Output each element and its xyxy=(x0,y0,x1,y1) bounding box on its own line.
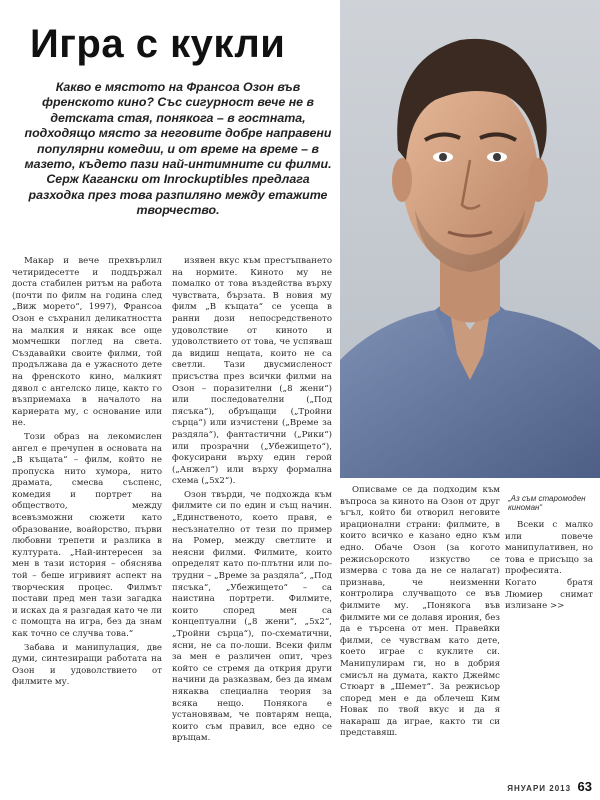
paragraph: изявен вкус към престъпването на нормите. Киното му не помалко от това въздейства върху чувствата, бързата. В новия му филм „В къщата“ се усеща в ранни дози непосредственото удоволствие от киното и удоволствието от това, че успяваш да видиш нещата, които не са светли. Тази двусмисленост присъства през всички филми на Озон – поразителни („8 жени“) или последователни („Под пясъка“), обръщащи („Тройни сърца“) или изчистени („Време за раздяла“), фантастични („Рики“) или прозрачни („Убежището“), фокусирани върху един герой („Анжел“) или върху формална схема („5x2“). xyxy=(172,256,332,487)
text-column-3 xyxy=(340,485,500,780)
article-title: Игра с кукли xyxy=(30,22,286,66)
article-lead: Какво е мястото на Франсоа Озон във френското кино? Със сигурност вече не в детската стая, понякога – в гостната, подходящо място за неговите добре направени популярни комедии, и от време на време – в мазето, където пази най-интимните си филми. Серж Каганcки от Inrockuptibles предлага разходка през това разпиляно между етажите творчество. xyxy=(24,80,332,218)
portrait-photo xyxy=(340,0,600,478)
page-footer xyxy=(507,778,592,796)
issue-month: ЯНУАРИ 2013 xyxy=(507,784,572,793)
text-column-4 xyxy=(505,520,593,782)
page-number: 63 xyxy=(577,779,592,794)
paragraph: Озон твърди, че подхожда към филмите си по един и същ начин. „Единственото, което правя, е несъзнателно от тези по пример на Ромер, между светлите и неясни филми. Филмите, които определят като по-плътни или по-трудни – „Време за раздяла“, „Под пясъка“, „Убежището“ – са наистина портрети. Филмите, които според мен са концептуални („8 жени“, „5x2“, „Тройни сърца“), по-схематични, ясни, не са по-лоши. Всеки филм за мен е различен опит, чрез който се стремя да открия други начини да разказвам, без да имам някаква специална теория за всяка нещо. Понякога е установявам, че повтарям неща, които съм правил, все едно се връщам. xyxy=(172,489,332,744)
paragraph: Всеки с малко или повече манипулативен, но това е присъщо за професията. Когато братя Люмиер снимат излизане >> xyxy=(505,520,593,612)
paragraph: Този образ на лекомислен ангел е пречупен в основата на „В къщата“ – филм, който не пропуска нито хумора, нито драмата, смесва съспенс, комедия и портрет на обществото, между всевъзможни сюжети като образование, воайорство, първи любовни трепети и разлика в културата. „Най-интересен за мен в тази история – обяснява той – беше игривият аспект на творческия процес. Филмът постави пред мен тази загадка и исках да я разгадая като че ли с помощта на игра, без да знам как точно се случва това.“ xyxy=(12,431,162,639)
text-column-2 xyxy=(172,256,332,784)
photo-caption: „Аз съм старомоден киноман“ xyxy=(508,494,586,512)
paragraph: Макар и вече прехвърлил четиридесетте и поддържал доста стабилен ритъм на работа (почти по филм на година след „Виж морето“, 1997), Франсоа Озон е съхранил деликатността на малкия и някак все още момчешки поглед на света. Създавайки своите филми, той продължава да е ужасното дете на френското кино, малкият дявол с ангелско лице, както го възприемаха в началото на кариерата му, с основание или не. xyxy=(12,256,162,429)
text-column-1 xyxy=(12,256,162,784)
paragraph: Забава и манипулация, две думи, синтезиращи работата на Озон и удоволствието от филмите му. xyxy=(12,642,162,688)
paragraph: Описваме се да подходим към въпроса за киното на Озон от друг ъгъл, който би отворил неговите ирационални страни: филмите, в които всичко е казано едно към едно. Обаче Озон (за когото режисьорското изкуство се измерва с това да не се налагат) признава, че неизменни контролира случващото се във филмите му. „Понякога във филмите ми се долавя ирония, без да е търсена от мен. Правейки филми, се чувствам като дете, което играе с куклите си. Манипулирам ги, но в добрия смисъл на думата, както Джеймс Стюарт в „Шемет“. За режисьор според мен е да облечеш Ким Новак по твой вкус и да я накараш да играе, както ти си представяш. xyxy=(340,485,500,739)
